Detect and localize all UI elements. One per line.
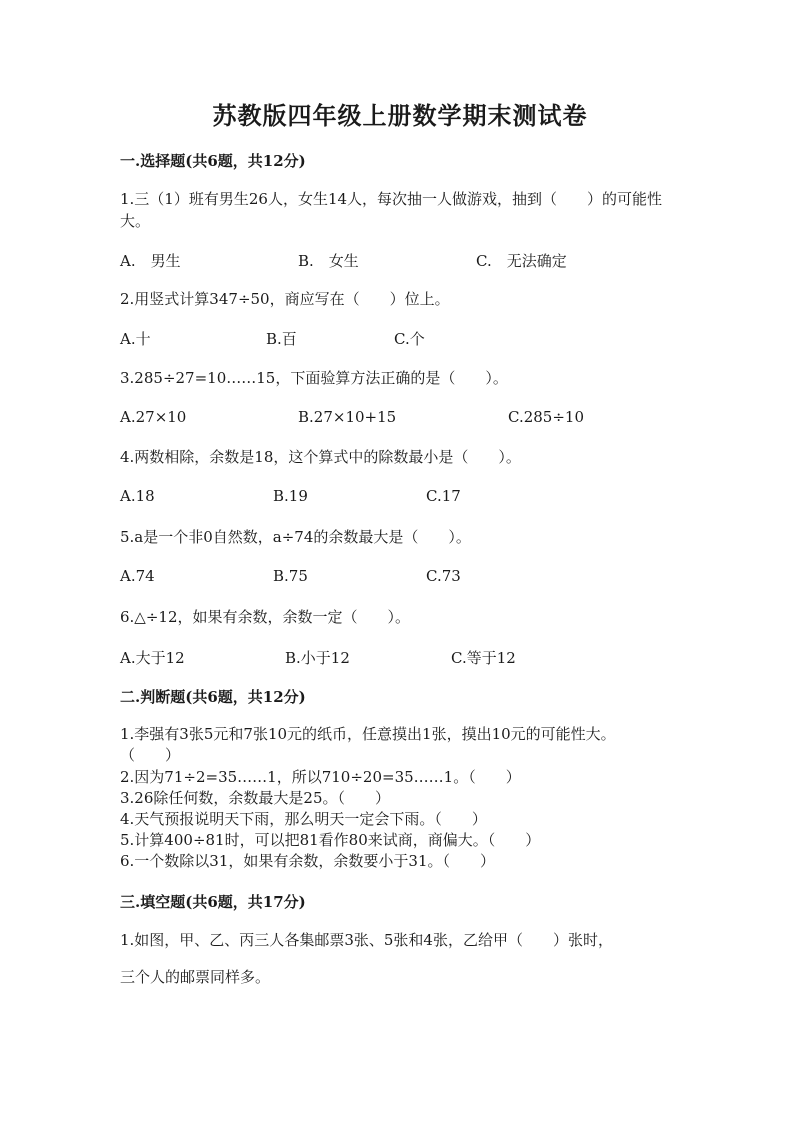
true-false-item-4: 4.天气预报说明天下雨，那么明天一定会下雨。（ ） — [120, 810, 487, 828]
section-heading-fill-blank: 三.填空题(共6题，共17分) — [120, 893, 306, 911]
choice-question-5: 5.a是一个非0自然数，a÷74的余数最大是（ ）。 — [120, 528, 471, 546]
choice-option-2b: B.百 — [266, 330, 297, 348]
true-false-item-5: 5.计算400÷81时，可以把81看作80来试商，商偏大。（ ） — [120, 831, 541, 849]
choice-option-3c: C.285÷10 — [508, 408, 584, 426]
choice-option-1b: B. 女生 — [298, 252, 359, 270]
choice-question-2: 2.用竖式计算347÷50，商应写在（ ）位上。 — [120, 290, 450, 308]
choice-question-1: 1.三（1）班有男生26人，女生14人，每次抽一人做游戏，抽到（ ）的可能性大。 — [120, 190, 663, 230]
choice-option-4a: A.18 — [120, 487, 155, 505]
choice-option-3a: A.27×10 — [120, 408, 187, 426]
choice-question-6: 6.△÷12，如果有余数，余数一定（ ）。 — [120, 608, 411, 626]
true-false-item-6: 6.一个数除以31，如果有余数，余数要小于31。（ ） — [120, 852, 495, 870]
choice-option-3b: B.27×10+15 — [298, 408, 397, 426]
exam-title: 苏教版四年级上册数学期末测试卷 — [212, 101, 588, 130]
choice-option-6b: B.小于12 — [285, 649, 350, 667]
choice-option-5b: B.75 — [273, 567, 308, 585]
fill-blank-question-1-line-2: 三个人的邮票同样多。 — [120, 968, 271, 986]
choice-question-4: 4.两数相除，余数是18，这个算式中的除数最小是（ ）。 — [120, 448, 521, 466]
true-false-item-2: 2.因为71÷2=35……1，所以710÷20=35……1。（ ） — [120, 768, 521, 786]
choice-option-2a: A.十 — [120, 330, 151, 348]
choice-option-1c: C. 无法确定 — [476, 252, 567, 270]
true-false-item-3: 3.26除任何数，余数最大是25。（ ） — [120, 789, 390, 807]
choice-option-5c: C.73 — [426, 567, 461, 585]
choice-option-4b: B.19 — [273, 487, 308, 505]
choice-option-5a: A.74 — [120, 567, 155, 585]
choice-question-3: 3.285÷27=10……15，下面验算方法正确的是（ ）。 — [120, 369, 508, 387]
fill-blank-question-1-line-1: 1.如图，甲、乙、丙三人各集邮票3张、5张和4张，乙给甲（ ）张时， — [120, 931, 613, 949]
choice-option-2c: C.个 — [394, 330, 425, 348]
choice-option-6a: A.大于12 — [120, 649, 185, 667]
choice-option-4c: C.17 — [426, 487, 461, 505]
section-heading-choice: 一.选择题(共6题，共12分) — [120, 152, 306, 170]
choice-option-6c: C.等于12 — [451, 649, 516, 667]
choice-option-1a: A. 男生 — [120, 252, 181, 270]
true-false-item-1: 1.李强有3张5元和7张10元的纸币，任意摸出1张，摸出10元的可能性大。 （ ） — [120, 725, 654, 764]
section-heading-true-false: 二.判断题(共6题，共12分) — [120, 688, 306, 706]
